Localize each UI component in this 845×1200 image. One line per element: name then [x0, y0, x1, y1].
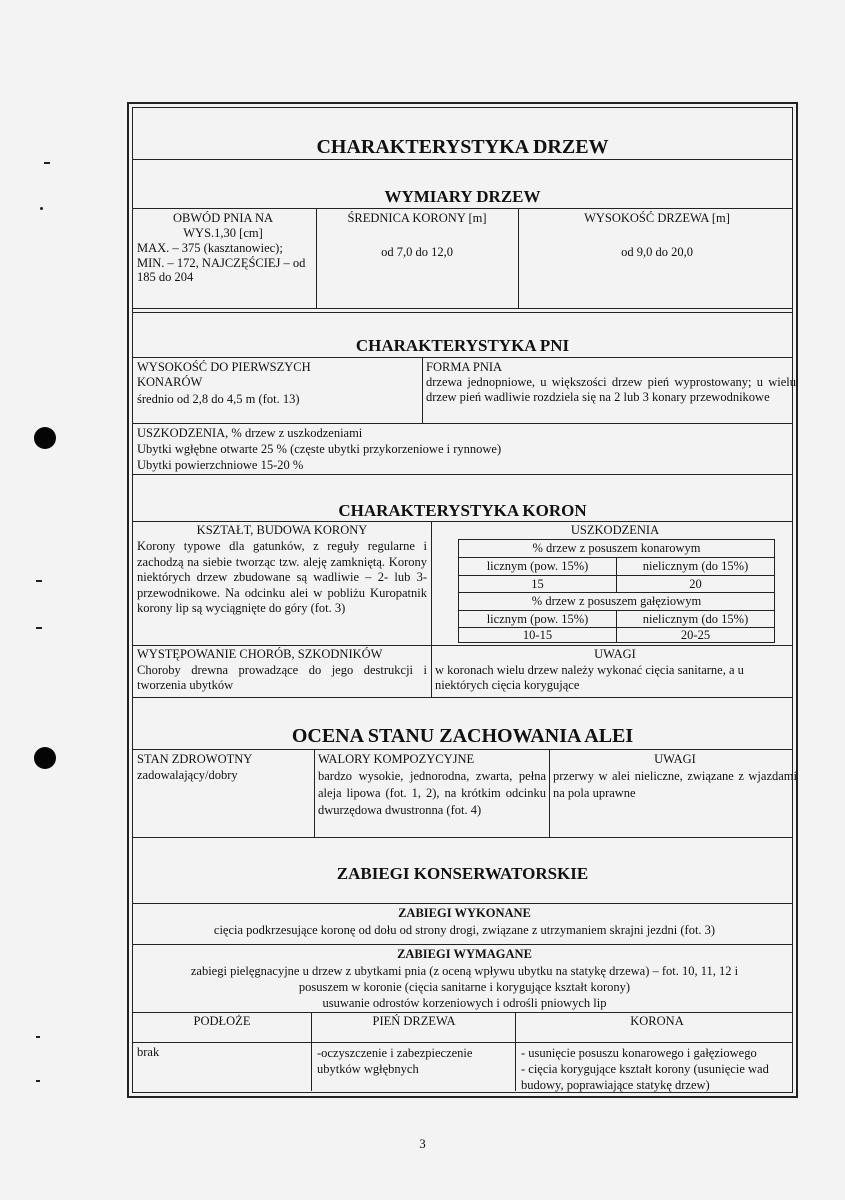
stan-value: zadowalający/dobry — [137, 768, 238, 782]
podloze-value: brak — [137, 1045, 160, 1059]
divider — [459, 592, 774, 593]
margin-mark — [36, 1080, 40, 1082]
margin-mark — [40, 207, 43, 210]
galez-col2-header: nielicznym (do 15%) — [642, 612, 749, 626]
divider — [133, 312, 792, 313]
obwod-label: OBWÓD PNIA NA WYS.1,30 [cm] — [173, 211, 273, 240]
divider — [133, 903, 792, 904]
ksztalt-label: KSZTAŁT, BUDOWA KORONY — [196, 523, 368, 537]
divider — [133, 944, 792, 945]
korona-value-1: - usunięcie posuszu konarowego i gałęziowego — [521, 1046, 757, 1060]
divider — [133, 1012, 792, 1013]
divider — [616, 611, 617, 643]
wykonane-label: ZABIEGI WYKONANE — [398, 906, 531, 920]
ksztalt-value: Korony typowe dla gatunków, z reguły regularne i zachodzą na siebie tworząc tzw. aleję zamkniętą. Korony niektórych drzew zbudowane są wadliwie – 2- lub 3-przewodnikowe. Na odcinku alei w pobliżu Kuropatnik korony lip są wyciągnięte do góry (fot. 3) — [137, 539, 427, 615]
section-title-wymiary: WYMIARY DRZEW — [384, 187, 541, 206]
divider — [314, 749, 315, 837]
form-frame — [127, 102, 798, 1098]
galez-header: % drzew z posuszem gałęziowym — [531, 594, 702, 608]
wymagane-line2: posuszem w koronie (cięcia sanitarne i korygujące kształt korony) — [298, 980, 631, 994]
margin-mark — [36, 580, 42, 582]
divider — [133, 521, 792, 522]
korona-label: KORONA — [630, 1014, 684, 1028]
form-inner-frame — [132, 107, 797, 1093]
divider — [549, 749, 550, 837]
forma-label: FORMA PNIA — [426, 360, 503, 374]
divider — [133, 357, 792, 358]
ocena-uwagi-value: przerwy w alei nieliczne, związane z wjazdami na pola uprawne — [553, 769, 797, 800]
wymagane-label: ZABIEGI WYMAGANE — [397, 947, 532, 961]
divider — [616, 558, 617, 592]
galez-value-1: 10-15 — [522, 628, 553, 642]
divider — [422, 357, 423, 423]
konary-label: WYSOKOŚĆ DO PIERWSZYCH KONARÓW — [137, 360, 311, 389]
galez-col1-header: licznym (pow. 15%) — [486, 612, 589, 626]
konar-value-2: 20 — [689, 577, 702, 591]
divider — [515, 1012, 516, 1091]
wymagane-line3: usuwanie odrostów korzeniowych i odrośli pniowych lip — [322, 996, 607, 1010]
divider — [133, 474, 792, 475]
obwod-values: MAX. – 375 (kasztanowiec); MIN. – 172, NAJCZĘŚCIEJ – od 185 do 204 — [137, 241, 306, 284]
divider — [316, 208, 317, 308]
section-title-ocena: OCENA STANU ZACHOWANIA ALEI — [291, 725, 634, 747]
konar-col2-header: nielicznym (do 15%) — [642, 559, 749, 573]
divider — [133, 837, 792, 838]
section-title-pni: CHARAKTERYSTYKA PNI — [355, 336, 570, 355]
srednica-label: ŚREDNICA KORONY [m] — [347, 211, 487, 225]
pni-uszkodzenia-label: USZKODZENIA, % drzew z uszkodzeniami — [137, 426, 363, 440]
divider — [133, 697, 792, 698]
divider — [133, 1042, 792, 1043]
punch-hole-bottom — [34, 747, 56, 769]
forma-value: drzewa jednopniowe, u większości drzew pień wyprostowany; u wielu drzew pień wadliwie rozdziela się na 2 lub 3 konary przewodnikowe — [426, 375, 796, 404]
divider — [431, 521, 432, 697]
wymagane-line1: zabiegi pielęgnacyjne u drzew z ubytkami pnia (z oceną wpływu ubytku na statykę drzewa) – fot. 10, 11, 12 i — [190, 964, 739, 978]
korony-uszkodzenia-label: USZKODZENIA — [570, 523, 660, 537]
stan-label: STAN ZDROWOTNY — [137, 752, 253, 766]
korony-uszkodzenia-table — [458, 539, 775, 643]
margin-mark — [36, 1036, 40, 1038]
pien-value: -oczyszczenie i zabezpieczenie ubytków wgłębnych — [317, 1046, 473, 1076]
konar-col1-header: licznym (pow. 15%) — [486, 559, 589, 573]
choroby-value: Choroby drewna prowadzące do jego destrukcji i tworzenia ubytków — [137, 663, 427, 692]
divider — [133, 645, 792, 646]
pni-uszkodzenia-line2: Ubytki powierzchniowe 15-20 % — [137, 458, 304, 472]
divider — [133, 308, 792, 309]
pien-label: PIEŃ DRZEWA — [372, 1014, 456, 1028]
ocena-uwagi-label: UWAGI — [654, 752, 696, 766]
punch-hole-top — [34, 427, 56, 449]
konar-value-1: 15 — [531, 577, 544, 591]
section-title-koron: CHARAKTERYSTYKA KORON — [338, 501, 587, 520]
divider — [518, 208, 519, 308]
page-number: 3 — [419, 1136, 426, 1151]
margin-mark — [36, 627, 42, 629]
korona-value-2: - cięcia korygujące kształt korony (usunięcie wad budowy, poprawiające statykę drzew) — [521, 1062, 769, 1092]
divider — [133, 423, 792, 424]
wysokosc-value: od 9,0 do 20,0 — [621, 245, 693, 259]
divider — [133, 749, 792, 750]
margin-mark — [44, 162, 50, 164]
divider — [133, 208, 792, 209]
srednica-value: od 7,0 do 12,0 — [381, 245, 453, 259]
galez-value-2: 20-25 — [680, 628, 711, 642]
korony-uwagi-label: UWAGI — [594, 647, 636, 661]
walory-label: WALORY KOMPOZYCYJNE — [318, 752, 475, 766]
pni-uszkodzenia-line1: Ubytki wgłębne otwarte 25 % (częste ubytki przykorzeniowe i rynnowe) — [137, 442, 502, 456]
divider — [133, 159, 792, 160]
divider — [311, 1012, 312, 1091]
wysokosc-label: WYSOKOŚĆ DRZEWA [m] — [584, 211, 730, 225]
walory-value: bardzo wysokie, jednorodna, zwarta, pełna aleja lipowa (fot. 1, 2), na krótkim odcinku dwurzędowa dwustronna (fot. 4) — [318, 769, 546, 817]
main-title: CHARAKTERYSTYKA DRZEW — [316, 136, 609, 158]
konary-value: średnio od 2,8 do 4,5 m (fot. 13) — [137, 392, 300, 406]
section-title-zabiegi: ZABIEGI KONSERWATORSKIE — [336, 864, 589, 883]
choroby-label: WYSTĘPOWANIE CHORÓB, SZKODNIKÓW — [137, 647, 383, 661]
podloze-label: PODŁOŻE — [193, 1014, 251, 1028]
korony-uwagi-value: w koronach wielu drzew należy wykonać cięcia sanitarne, a u niektórych cięcia korygujące — [435, 663, 744, 692]
konar-header: % drzew z posuszem konarowym — [532, 541, 701, 555]
wykonane-value: cięcia podkrzesujące koronę od dołu od strony drogi, związane z utrzymaniem skrajni jezdni (fot. 3) — [213, 923, 716, 937]
